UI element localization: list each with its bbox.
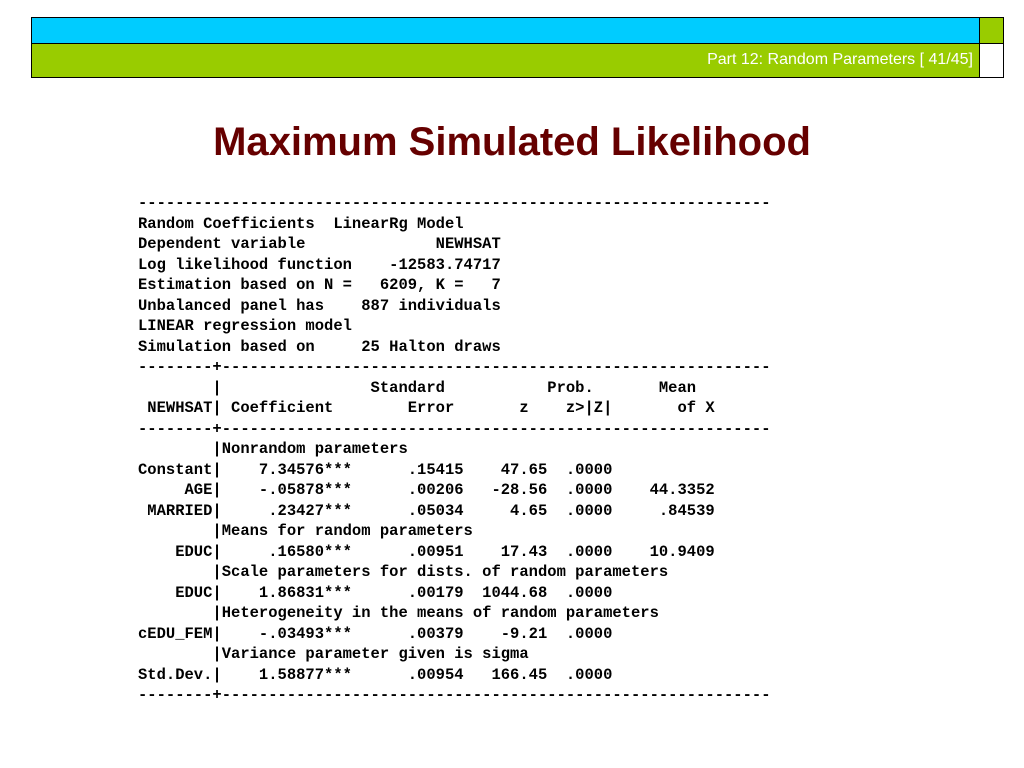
output-line: Constant| 7.34576*** .15415 47.65 .0000 — [138, 460, 613, 479]
regression-output — [138, 193, 771, 706]
output-line: Simulation based on 25 Halton draws — [138, 337, 501, 356]
output-line: |Variance parameter given is sigma — [138, 645, 529, 663]
output-line: |Scale parameters for dists. of random parameters — [138, 563, 669, 581]
output-line: -------------------------------------------------------------------- — [138, 194, 771, 212]
output-line: MARRIED| .23427*** .05034 4.65 .0000 .84539 — [138, 501, 715, 520]
output-line: cEDU_FEM| -.03493*** .00379 -9.21 .0000 — [138, 624, 613, 643]
output-line: --------+----------------------------------------------------------- — [138, 358, 771, 376]
output-line: Estimation based on N = 6209, K = 7 — [138, 276, 501, 294]
output-line: --------+----------------------------------------------------------- — [138, 419, 771, 438]
slide-label: Part 12: Random Parameters [ 41/45] — [707, 51, 973, 68]
output-line: |Heterogeneity in the means of random parameters — [138, 604, 659, 622]
corner-square-bottom — [979, 43, 1004, 78]
output-line: Dependent variable NEWHSAT — [138, 235, 501, 253]
output-line: Random Coefficients LinearRg Model — [138, 214, 464, 233]
output-line: |Means for random parameters — [138, 522, 473, 540]
output-line: LINEAR regression model — [138, 317, 352, 335]
output-line: EDUC| 1.86831*** .00179 1044.68 .0000 — [138, 583, 613, 602]
output-line: EDUC| .16580*** .00951 17.43 .0000 10.9409 — [138, 542, 715, 561]
header-bar — [31, 43, 980, 78]
output-line: Unbalanced panel has 887 individuals — [138, 296, 501, 315]
output-line: | Standard Prob. Mean — [138, 378, 697, 397]
output-line: |Nonrandom parameters — [138, 440, 408, 458]
output-line: Std.Dev.| 1.58877*** .00954 166.45 .0000 — [138, 665, 613, 684]
corner-square-top — [979, 17, 1004, 44]
output-line: Log likelihood function -12583.74717 — [138, 255, 501, 274]
output-line: --------+----------------------------------------------------------- — [138, 686, 771, 704]
header-top-bar — [31, 17, 980, 44]
output-line: AGE| -.05878*** .00206 -28.56 .0000 44.3352 — [138, 481, 715, 499]
slide-title: Maximum Simulated Likelihood — [213, 120, 811, 164]
output-line: NEWHSAT| Coefficient Error z z>|Z| of X — [138, 399, 715, 417]
